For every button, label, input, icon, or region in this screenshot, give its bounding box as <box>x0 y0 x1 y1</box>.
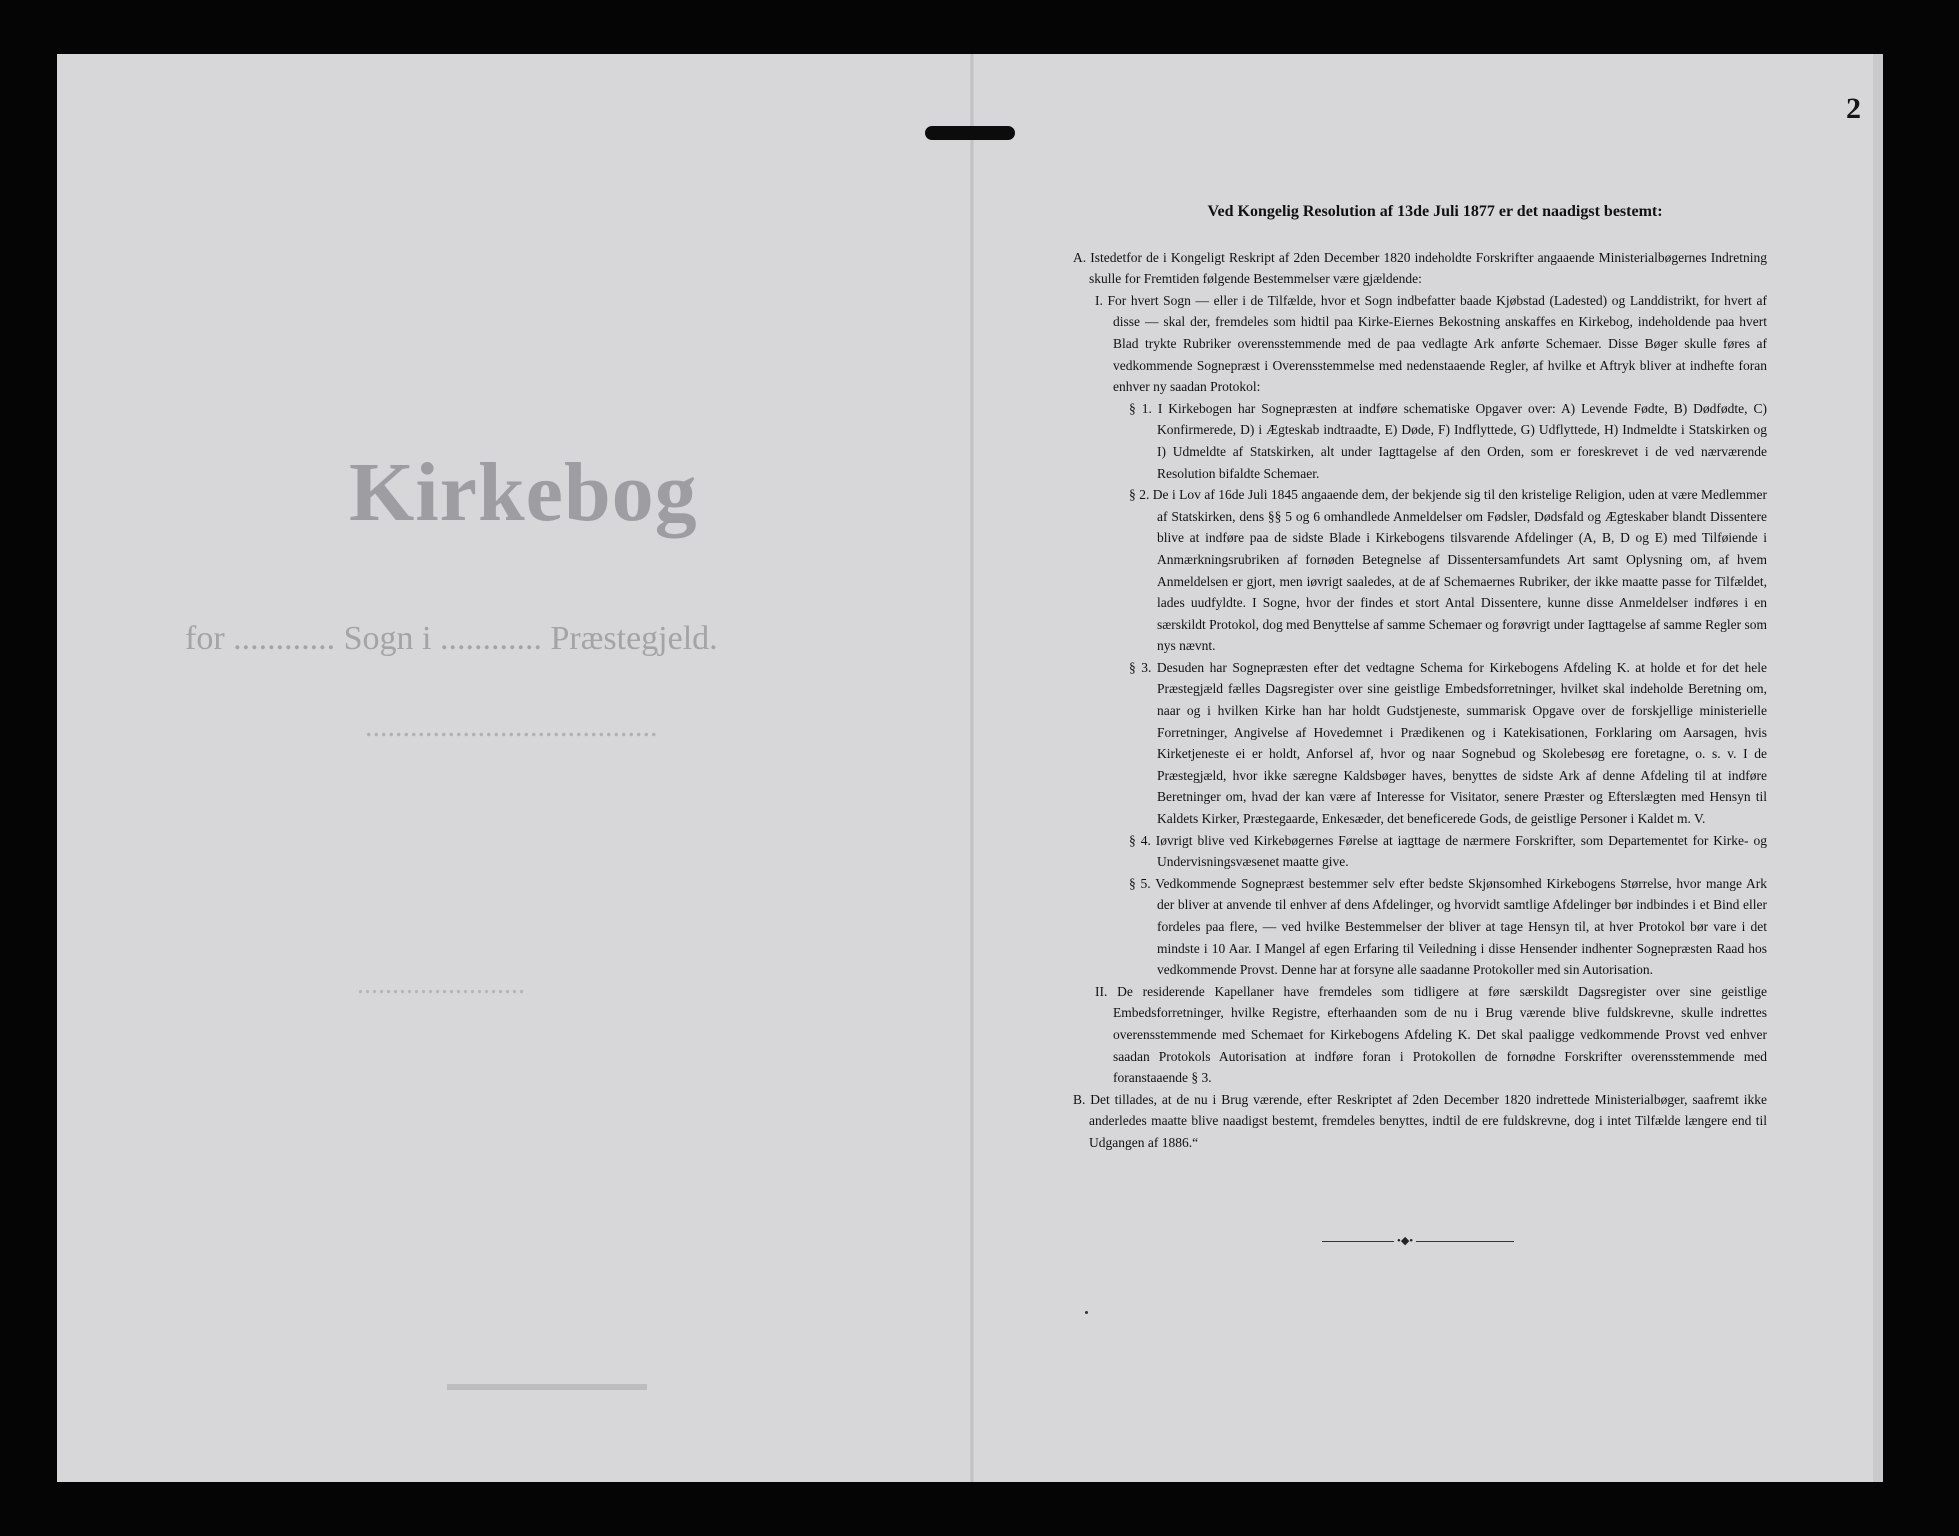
ink-speck <box>1085 1311 1088 1314</box>
paragraph: § 3. Desuden har Sognepræsten efter det vedtagne Schema for Kirkebogens Afdeling K. at holde et for det hele Præstegjæld fælles Dagsregister over sine geistlige Embedsforretninger, hvilket skal indeholde Beretning om, naar og i hvilken Kirke han har holdt Gudstjeneste, summarisk Opgave over de forskjellige ministerielle Forretninger, Angivelse af Hovedemnet i Prædikenen og i Katekisationen, Forklaring om Aarsagen, hvis Kirketjeneste ei er holdt, Anforsel af, hvor og naar Sognebud og Skolebesøg ere foretagne, o. s. v. I de Præstegjæld, hvor ikke særegne Kaldsbøger haves, benyttes de sidste Ark af denne Afdeling til at indføre Beretninger om, hvad der kan være af Interesse for Visitator, senere Præster og Efterslægten med Hensyn til Kaldets Kirker, Præstegaarde, Enkesæder, det beneficerede Gods, de geistlige Personer i Kaldet m. V. <box>1129 659 1767 827</box>
binding-tab <box>925 126 1015 140</box>
ghost-smudge <box>447 1384 647 1390</box>
ghost-line-parish: for ............ Sogn i ............ Præstegjeld. <box>185 620 718 657</box>
paragraph: I. For hvert Sogn — eller i de Tilfælde, hvor et Sogn indbefatter baade Kjøbstad (Ladested) og Landdistrikt, for hvert af disse — skal der, fremdeles som hidtil paa Kirke-Eiernes Bekostning anskaffes en Kirkebog, indeholdende paa hvert Blad trykte Rubriker overensstemmende med de paa vedlagte Ark anførte Schemaer. Disse Bøger skulle føres af vedkommende Sognepræst i Overensstemmelse med nedenstaaende Regler, af hvilke et Aftryk bliver at indhefte foran enhver ny saadan Protokol: <box>1095 292 1767 395</box>
divider-ornament: •◆• <box>1394 1234 1416 1247</box>
paragraph: § 5. Vedkommende Sognepræst bestemmer selv efter bedste Skjønsomhed Kirkebogens Størrelse, hvor mange Ark der bliver at anvende til enhver af dens Afdelinger, og hvorvidt samtlige Afdelinger bør indbindes i et Bind eller fordeles paa flere, — ved hvilke Bestemmelser der bliver at tage Hensyn til, at hver Protokol bør vare i det mindste i 10 Aar. I Mangel af egen Erfaring til Veiledning i disse Hensender indhenter Sognepræsten Raad hos vedkommende Provst. Denne har at forsyne alle saadanne Protokoller med sin Autorisation. <box>1129 875 1767 978</box>
paragraph: A. Istedetfor de i Kongeligt Reskript af 2den December 1820 indeholdte Forskrifter angaaende Ministerialbøgernes Indretning skulle for Fremtiden følgende Bestemmelser være gjældende: <box>1073 249 1767 287</box>
page-fold <box>970 54 974 1482</box>
page-edge <box>1873 54 1883 1482</box>
ghost-line-2: ....................................... <box>365 710 658 743</box>
paragraph: § 2. De i Lov af 16de Juli 1845 angaaende dem, der bekjende sig til den kristelige Religion, uden at være Medlemmer af Statskirken, dens §§ 5 og 6 omhandlede Anmeldelser om Fødsler, Dødsfald og Ægteskaber blandt Dissentere blive at indføre paa de sidste Blade i Kirkebogens tilsvarende Afdelinger (A, B, D og E) med Tilføiende i Anmærkningsrubriken af fornøden Betegnelse af Dissentersamfundets Art samt Oplysning om, af hvem Anmeldelsen er gjort, men iøvrigt saaledes, at de af Schemaernes Rubriker, der ikke maatte passe for Tilfældet, lades uudfyldte. I Sogne, hvor der findes et stort Antal Dissentere, kunne disse Anmeldelser indføres i en særskildt Protokol, dog med Benyttelse af samme Schemaer og forøvrigt under Iagttagelse af samme Regler som nys nævnt. <box>1129 487 1767 654</box>
paragraph: § 4. Iøvrigt blive ved Kirkebøgernes Førelse at iagttage de nærmere Forskrifter, som Departementet for Kirke- og Undervisningsvæsenet maatte give. <box>1129 832 1767 870</box>
ornamental-divider <box>1322 1241 1514 1242</box>
paragraph: § 1. I Kirkebogen har Sognepræsten at indføre schematiske Opgaver over: A) Levende Fødte, B) Dødfødte, C) Konfirmerede, D) i Ægteskab indtraadte, E) Døde, F) Indflyttede, G) Udflyttede, H) Indmeldte i Statskirken og I) Udmeldte af Statskirken, alt under Iagttagelse af den Orden, som er foreskrevet i de ved nærværende Resolution bifaldte Schemaer. <box>1129 400 1767 481</box>
paragraph-list <box>1073 247 1767 1154</box>
page-number: 2 <box>1846 92 1861 125</box>
ghost-title: Kirkebog <box>349 446 698 539</box>
resolution-text <box>1073 201 1767 1154</box>
paragraph: II. De residerende Kapellaner have fremdeles som tidligere at føre særskildt Dagsregister over sine geistlige Embedsforretninger, hvilke Registre, efterhaanden som de nu i Brug værende blive fuldskrevne, skulle indrettes overensstemmende med Schemaet for Kirkebogens Afdeling K. Det skal paaligge vedkommende Provst ved enhver saadan Protokols Autorisation at indføre foran i Protokollen de fornødne Forskrifter overensstemmende med foranstaaende § 3. <box>1095 983 1767 1086</box>
resolution-heading: Ved Kongelig Resolution af 13de Juli 1877 er det naadigst bestemt: <box>1207 203 1663 220</box>
paragraph: B. Det tillades, at de nu i Brug værende, efter Reskriptet af 2den December 1820 indrettede Ministerialbøger, saafremt ikke anderledes maatte blive naadigst bestemt, fremdeles benyttes, indtil de ere fuldskrevne, dog i intet Tilfælde længere end til Udgangen af 1886.“ <box>1073 1091 1767 1150</box>
ghost-line-3: ........................ <box>357 969 525 1000</box>
